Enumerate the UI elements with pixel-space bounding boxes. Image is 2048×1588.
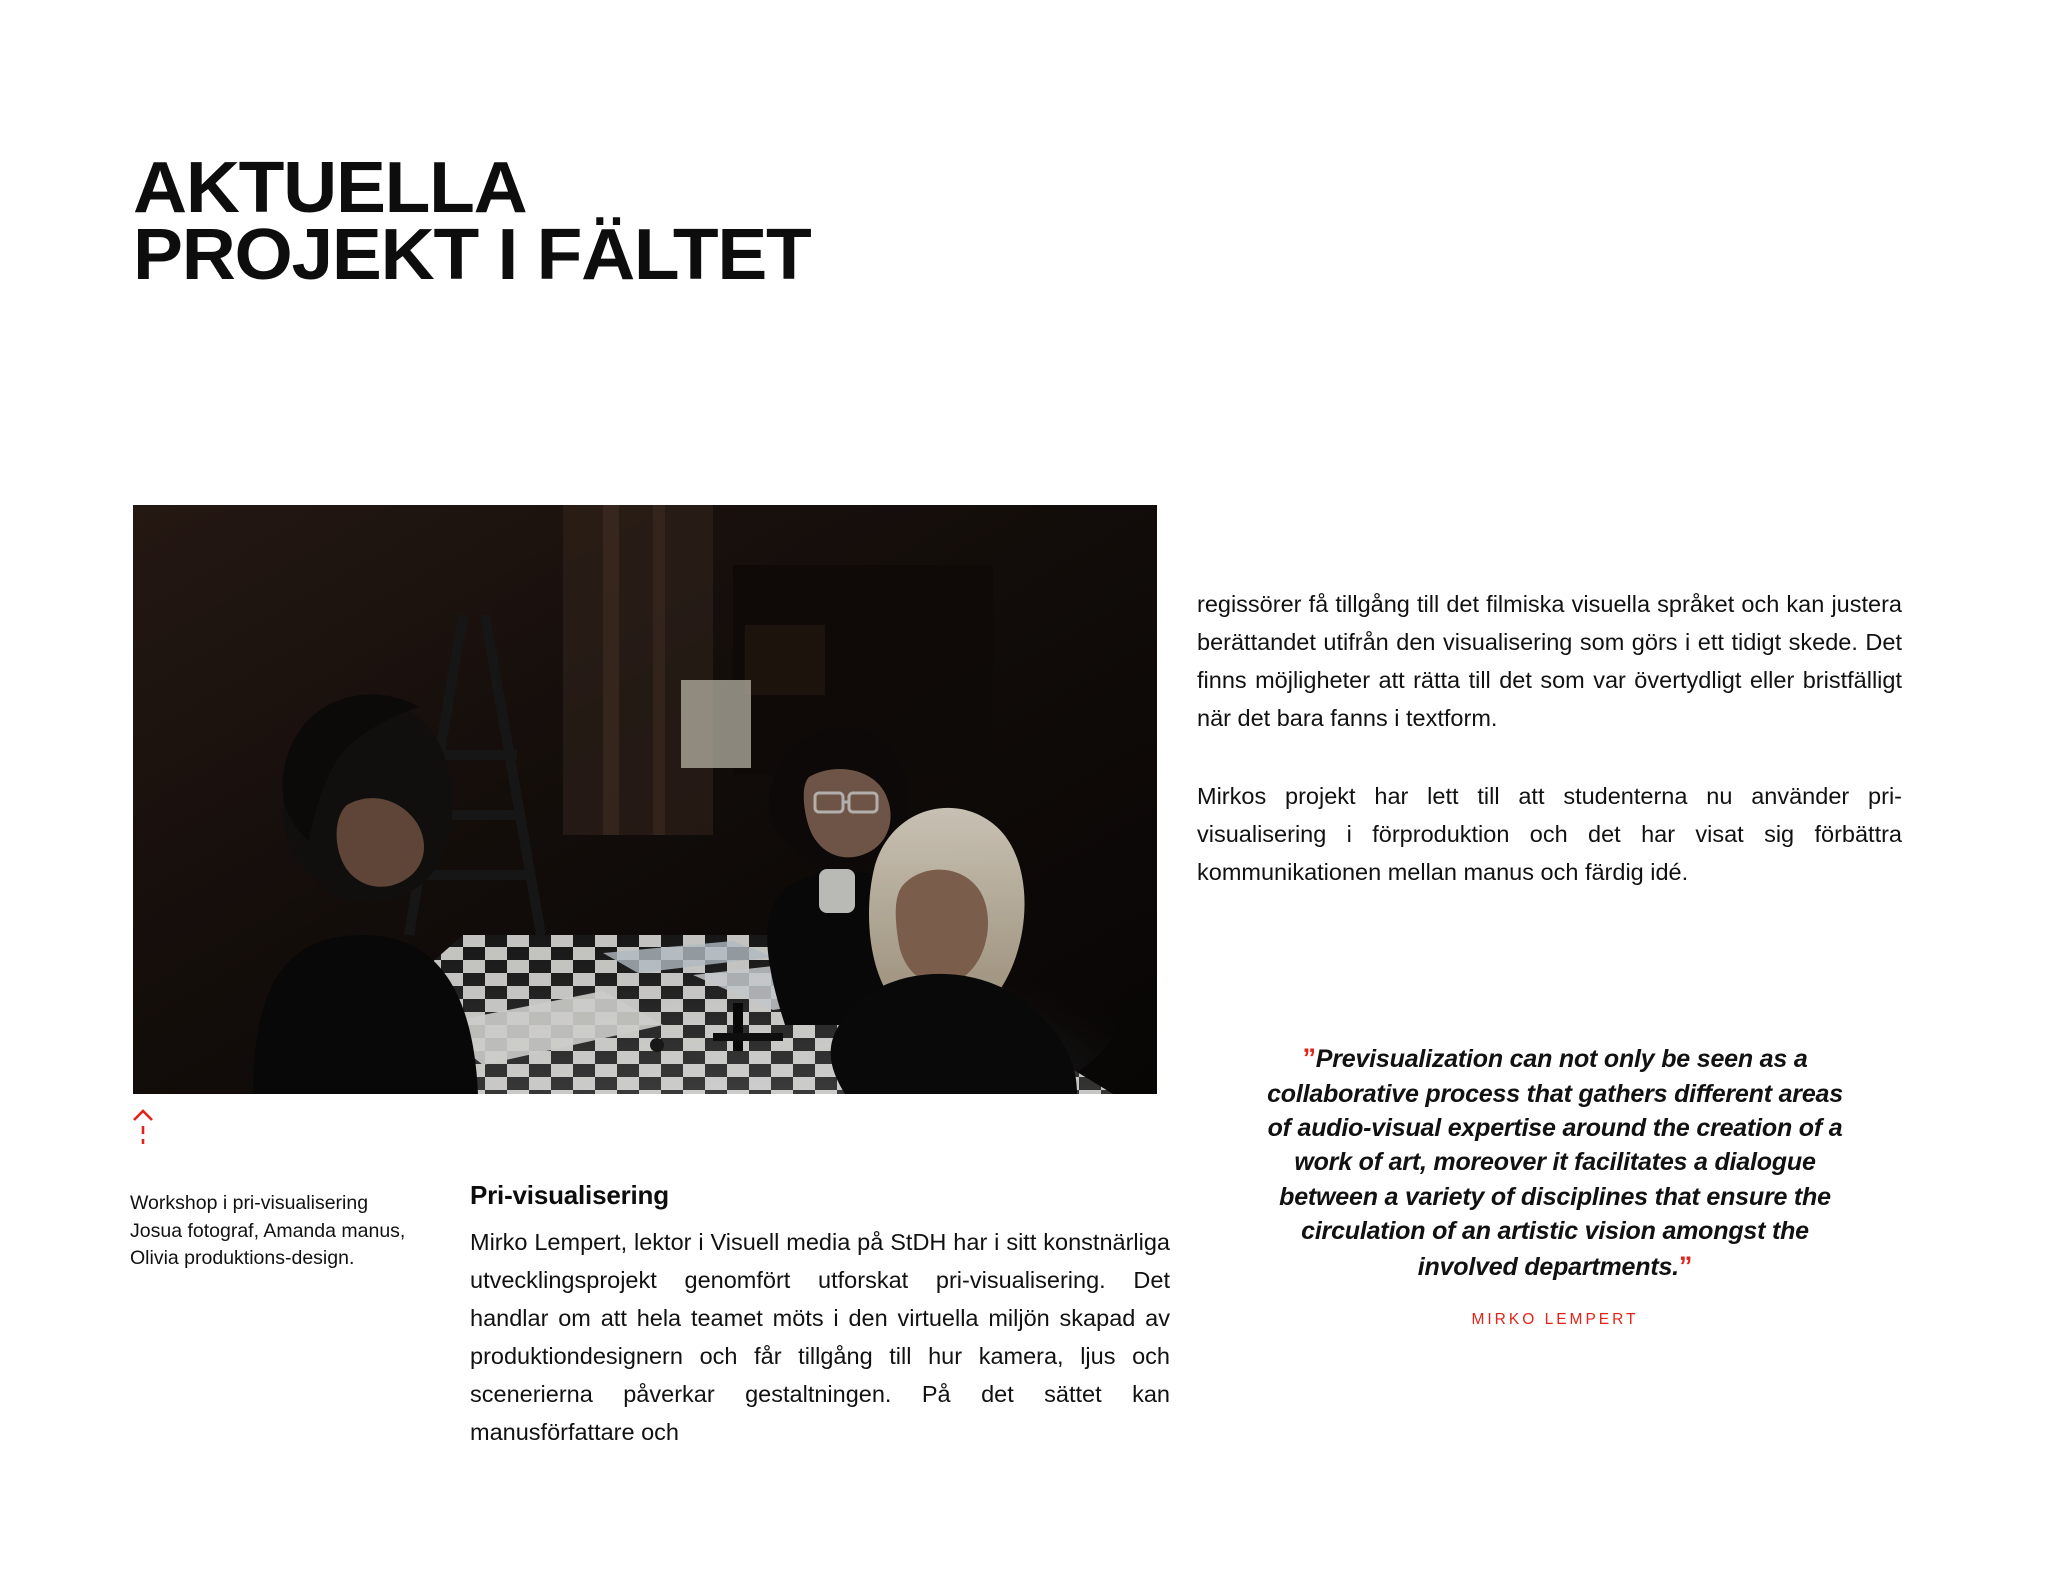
close-quote-mark: ” — [1678, 1251, 1693, 1282]
pull-quote-text: Previsualization can not only be seen as a collaborative process that gathers different areas of audio-visual expertise around the creation of a work of art, moreover it facilitates a dialogue between a variety of disciplines that ensure the circulation of an artistic vision amongst the involved departments. — [1267, 1045, 1843, 1282]
page-title-line-1: AKTUELLA — [133, 148, 527, 228]
page-title — [133, 148, 1233, 295]
pull-quote-text-wrapper — [1255, 1040, 1855, 1285]
caret-up-dotted-icon — [130, 1108, 156, 1148]
left-body-paragraph: Mirko Lempert, lektor i Visuell media på StDH har i sitt konstnärliga utvecklingsprojekt genomfört utforskat pri-visualisering. Det handlar om att hela teamet möts i den virtuella miljön skapad av produktiondesignern och får tillgång till hur kamera, ljus och scenerierna påverkar gestaltningen. På det sättet kan manusförfattare och — [470, 1229, 1170, 1446]
article-photo — [133, 505, 1157, 1094]
page-title-line-2: PROJEKT I FÄLTET — [133, 214, 811, 295]
section-subheading: Pri-visualisering — [470, 1180, 669, 1210]
right-text-column — [1197, 585, 1902, 891]
photo-illustration — [133, 505, 1157, 1094]
pull-quote — [1255, 1040, 1855, 1329]
pull-quote-attribution: MIRKO LEMPERT — [1471, 1311, 1639, 1329]
left-text-column — [470, 1180, 1170, 1451]
right-body-paragraph-2: Mirkos projekt har lett till att studenterna nu använder pri-visualisering i förproduktion och det har visat sig förbättra kommunikationen mellan manus och färdig idé. — [1197, 783, 1902, 886]
photo-caption: Workshop i pri-visualisering Josua fotograf, Amanda manus, Olivia produktions-design. — [130, 1192, 406, 1270]
open-quote-mark: ” — [1302, 1043, 1316, 1073]
right-body-paragraph-1: regissörer få tillgång till det filmiska visuella språket och kan justera berättandet utifrån den visualisering som görs i ett tidigt skede. Det finns möjligheter att rätta till det som var övertydligt eller bristfälligt när det bara fanns i textform. — [1197, 591, 1902, 732]
